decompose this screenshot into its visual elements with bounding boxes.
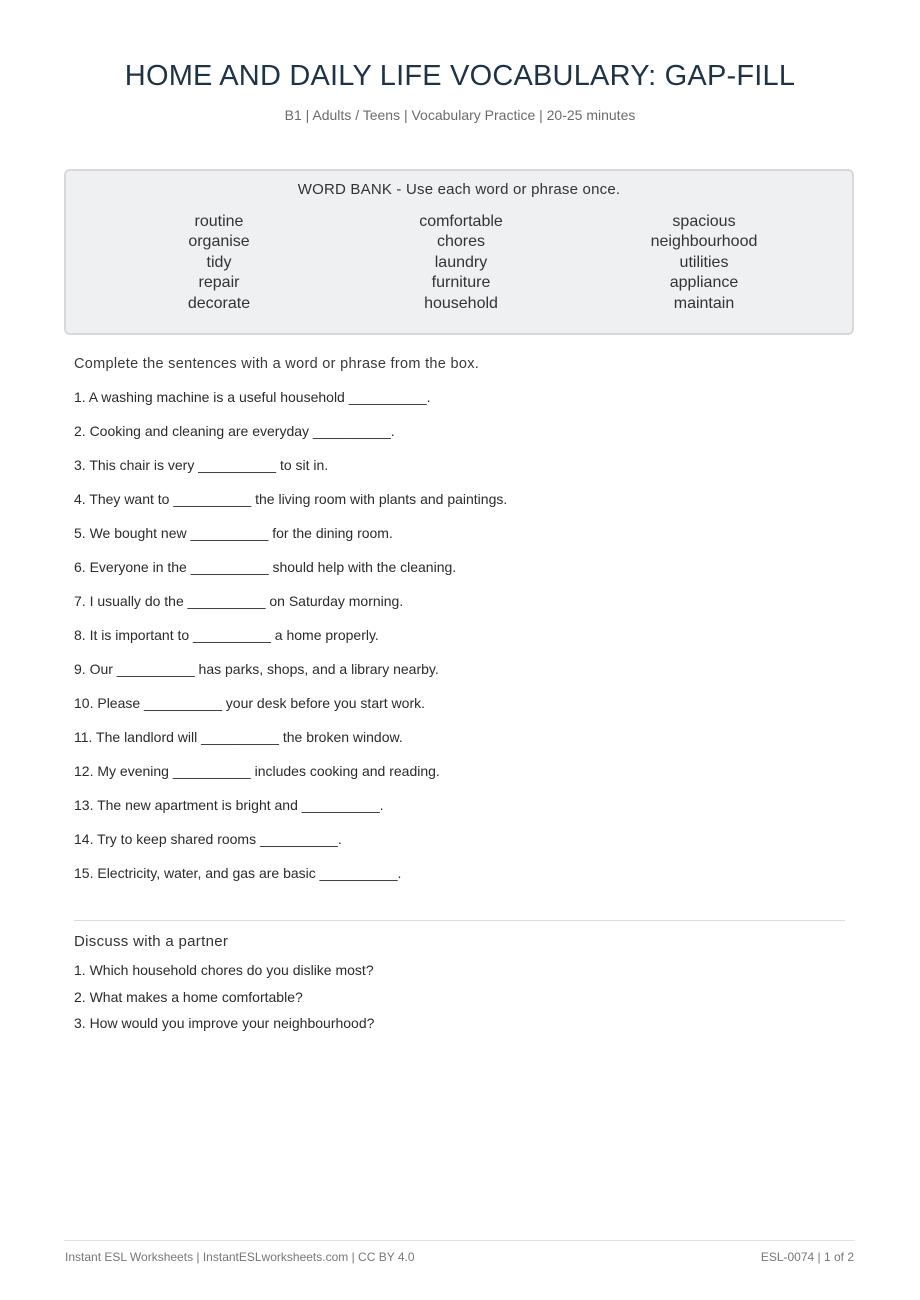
word-bank-word: furniture: [431, 274, 491, 292]
question-item: 4. They want to __________ the living room with plants and paintings.: [74, 491, 508, 507]
word-bank-word: routine: [194, 213, 244, 230]
word-bank-word: laundry: [434, 253, 488, 271]
word-bank-word: utilities: [679, 253, 729, 271]
question-item: 7. I usually do the __________ on Saturday morning.: [74, 593, 404, 609]
page-subtitle: B1 | Adults / Teens | Vocabulary Practice | 20-25 minutes: [284, 107, 636, 123]
discussion-heading: Discuss with a partner: [74, 933, 229, 950]
word-bank-word: maintain: [673, 294, 735, 312]
footer-divider: [64, 1240, 854, 1241]
question-item: 14. Try to keep shared rooms __________.: [74, 831, 342, 847]
page-title: HOME AND DAILY LIFE VOCABULARY: GAP-FILL: [124, 60, 796, 92]
discussion-item: 2. What makes a home comfortable?: [74, 988, 303, 1005]
word-bank-word: neighbourhood: [650, 233, 758, 251]
question-item: 9. Our __________ has parks, shops, and a library nearby.: [74, 661, 439, 677]
question-item: 6. Everyone in the __________ should help with the cleaning.: [74, 559, 457, 575]
question-item: 13. The new apartment is bright and __________.: [74, 797, 384, 813]
question-list: [74, 388, 507, 898]
question-item: 10. Please __________ your desk before you start work.: [74, 695, 425, 711]
question-item: 12. My evening __________ includes cooking and reading.: [74, 763, 440, 779]
question-item: 11. The landlord will __________ the broken window.: [74, 729, 403, 745]
instructions: Complete the sentences with a word or phrase from the box.: [74, 356, 480, 372]
word-bank-word: household: [424, 294, 498, 312]
word-bank-column-1: [99, 212, 339, 314]
word-bank-word: decorate: [187, 294, 251, 312]
discussion-item: 3. How would you improve your neighbourhood?: [74, 1015, 375, 1031]
question-item: 2. Cooking and cleaning are everyday __________.: [74, 423, 395, 439]
question-item: 3. This chair is very __________ to sit in.: [74, 457, 329, 473]
word-bank-word: repair: [198, 274, 240, 292]
word-bank-box: [64, 169, 854, 335]
question-item: 15. Electricity, water, and gas are basic __________.: [74, 865, 402, 881]
word-bank-column-3: [584, 212, 824, 314]
word-bank-word: comfortable: [419, 213, 503, 230]
word-bank-word: chores: [436, 233, 486, 251]
section-divider: [74, 920, 845, 921]
word-bank-column-2: [341, 212, 581, 314]
word-bank-word: appliance: [669, 274, 739, 292]
footer-credit: Instant ESL Worksheets | InstantESLworksheets.com | CC BY 4.0: [65, 1250, 415, 1264]
discussion-list: [74, 961, 374, 1041]
question-item: 1. A washing machine is a useful household __________.: [74, 389, 431, 405]
question-item: 8. It is important to __________ a home properly.: [74, 627, 379, 643]
word-bank-heading: WORD BANK - Use each word or phrase once.: [297, 181, 621, 198]
word-bank-word: organise: [188, 233, 250, 251]
question-item: 5. We bought new __________ for the dining room.: [74, 525, 393, 541]
word-bank-word: spacious: [672, 213, 736, 230]
discussion-item: 1. Which household chores do you dislike most?: [74, 962, 374, 978]
footer-page-number: ESL-0074 | 1 of 2: [760, 1250, 854, 1264]
word-bank-word: tidy: [206, 253, 232, 271]
